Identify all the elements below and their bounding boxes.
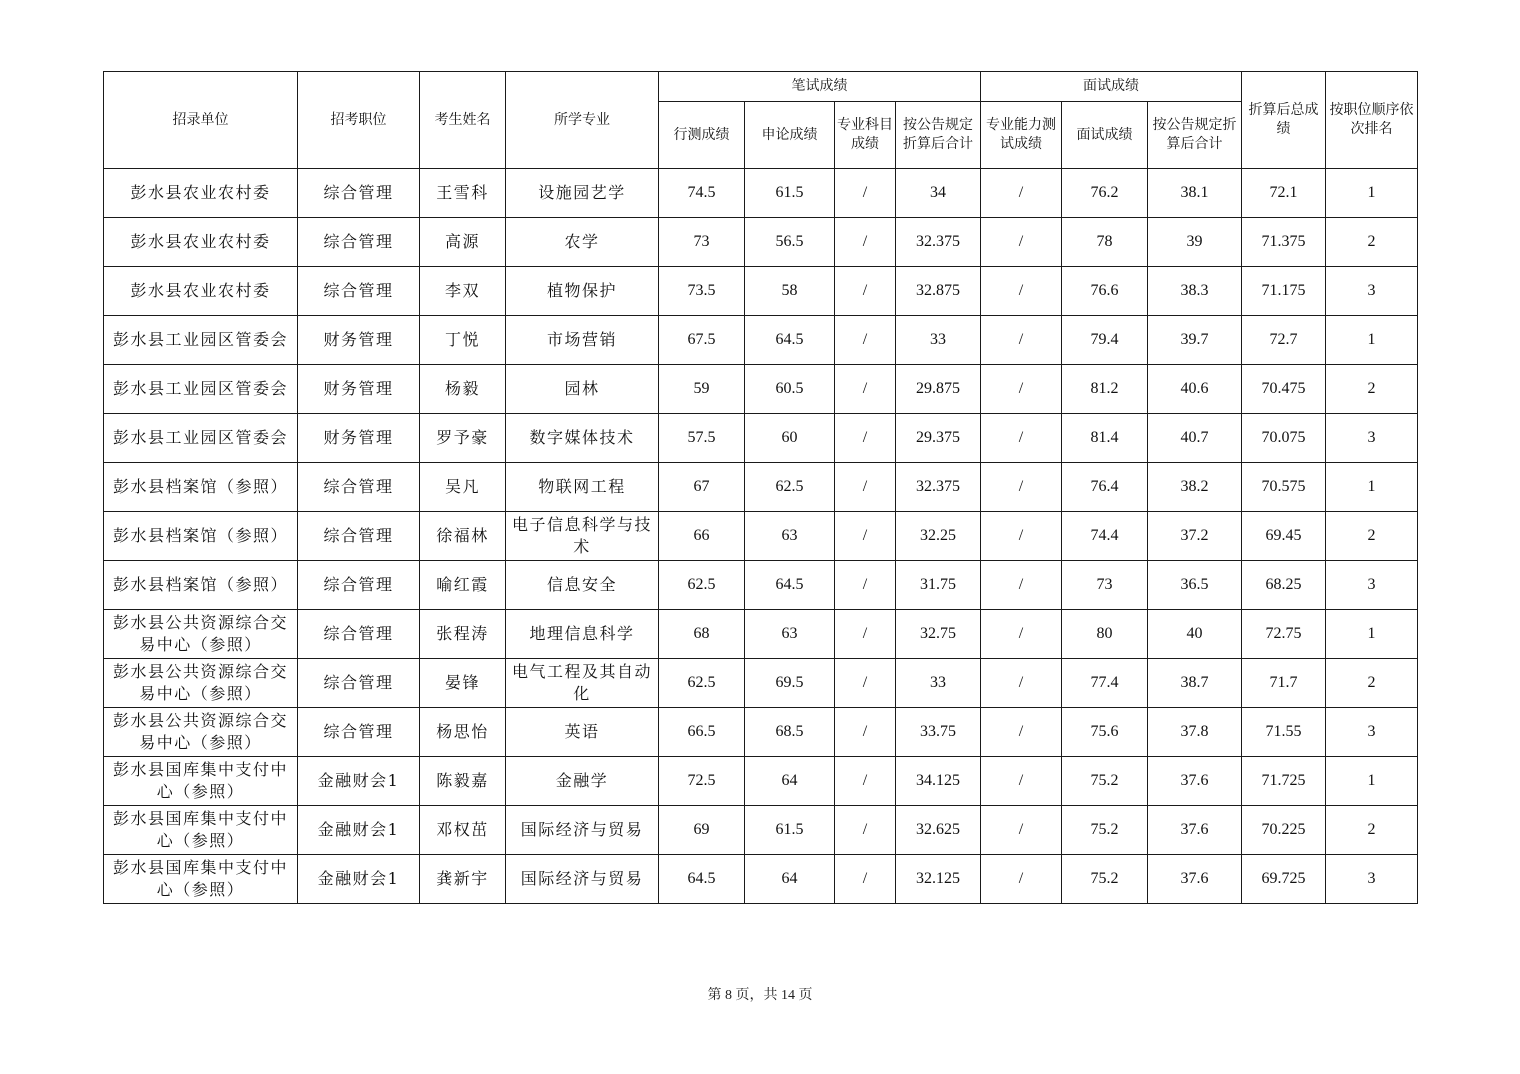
cell-unit: 彭水县工业园区管委会 [104, 365, 298, 414]
cell-interview: 78 [1062, 218, 1148, 267]
cell-ability: / [981, 757, 1062, 806]
cell-major: 英语 [506, 708, 659, 757]
cell-rank: 3 [1326, 708, 1418, 757]
cell-unit: 彭水县公共资源综合交易中心（参照） [104, 659, 298, 708]
cell-interview-total: 37.6 [1148, 806, 1242, 855]
cell-position: 综合管理 [298, 512, 420, 561]
cell-ability: / [981, 561, 1062, 610]
cell-shenlun: 63 [745, 610, 835, 659]
cell-shenlun: 62.5 [745, 463, 835, 512]
cell-rank: 1 [1326, 463, 1418, 512]
cell-major: 电子信息科学与技术 [506, 512, 659, 561]
cell-name: 吴凡 [420, 463, 506, 512]
cell-xingce: 66.5 [659, 708, 745, 757]
cell-position: 金融财会1 [298, 855, 420, 904]
cell-interview-total: 40.6 [1148, 365, 1242, 414]
cell-written-total: 29.375 [896, 414, 981, 463]
cell-ability: / [981, 414, 1062, 463]
cell-name: 张程涛 [420, 610, 506, 659]
cell-written-total: 32.625 [896, 806, 981, 855]
cell-written-total: 33.75 [896, 708, 981, 757]
cell-written-total: 33 [896, 659, 981, 708]
cell-final-total: 71.7 [1242, 659, 1326, 708]
header-shenlun: 申论成绩 [745, 102, 835, 169]
table-row [104, 610, 1418, 659]
cell-shenlun: 61.5 [745, 169, 835, 218]
cell-major: 电气工程及其自动化 [506, 659, 659, 708]
cell-interview: 76.4 [1062, 463, 1148, 512]
cell-ability: / [981, 463, 1062, 512]
cell-major: 市场营销 [506, 316, 659, 365]
cell-major: 农学 [506, 218, 659, 267]
cell-rank: 2 [1326, 218, 1418, 267]
cell-final-total: 70.225 [1242, 806, 1326, 855]
cell-interview: 75.2 [1062, 855, 1148, 904]
score-table-container [103, 71, 1417, 904]
cell-xingce: 68 [659, 610, 745, 659]
cell-interview: 75.2 [1062, 806, 1148, 855]
cell-unit: 彭水县农业农村委 [104, 169, 298, 218]
cell-name: 徐福林 [420, 512, 506, 561]
cell-interview-total: 37.2 [1148, 512, 1242, 561]
table-row [104, 757, 1418, 806]
cell-interview: 76.2 [1062, 169, 1148, 218]
cell-position: 综合管理 [298, 169, 420, 218]
cell-unit: 彭水县农业农村委 [104, 218, 298, 267]
cell-interview-total: 37.6 [1148, 757, 1242, 806]
cell-unit: 彭水县工业园区管委会 [104, 316, 298, 365]
table-row [104, 561, 1418, 610]
cell-position: 金融财会1 [298, 757, 420, 806]
header-written-total: 按公告规定折算后合计 [896, 102, 981, 169]
cell-final-total: 72.7 [1242, 316, 1326, 365]
cell-xingce: 59 [659, 365, 745, 414]
cell-unit: 彭水县工业园区管委会 [104, 414, 298, 463]
cell-shenlun: 56.5 [745, 218, 835, 267]
cell-name: 罗予豪 [420, 414, 506, 463]
table-row [104, 659, 1418, 708]
cell-written-total: 34 [896, 169, 981, 218]
cell-interview-total: 37.6 [1148, 855, 1242, 904]
cell-name: 晏锋 [420, 659, 506, 708]
cell-unit: 彭水县公共资源综合交易中心（参照） [104, 610, 298, 659]
cell-major: 国际经济与贸易 [506, 855, 659, 904]
cell-final-total: 69.725 [1242, 855, 1326, 904]
cell-position: 综合管理 [298, 610, 420, 659]
cell-shenlun: 61.5 [745, 806, 835, 855]
cell-position: 金融财会1 [298, 806, 420, 855]
cell-xingce: 64.5 [659, 855, 745, 904]
table-row [104, 218, 1418, 267]
cell-shenlun: 63 [745, 512, 835, 561]
cell-name: 杨毅 [420, 365, 506, 414]
cell-position: 综合管理 [298, 463, 420, 512]
cell-subject: / [835, 414, 896, 463]
cell-final-total: 70.475 [1242, 365, 1326, 414]
header-row-top [104, 72, 1418, 102]
cell-subject: / [835, 218, 896, 267]
cell-ability: / [981, 267, 1062, 316]
cell-name: 李双 [420, 267, 506, 316]
cell-subject: / [835, 316, 896, 365]
cell-subject: / [835, 806, 896, 855]
header-written-group: 笔试成绩 [659, 72, 981, 102]
table-row [104, 708, 1418, 757]
table-row [104, 365, 1418, 414]
cell-ability: / [981, 365, 1062, 414]
cell-interview: 77.4 [1062, 659, 1148, 708]
cell-unit: 彭水县档案馆（参照） [104, 512, 298, 561]
cell-rank: 1 [1326, 610, 1418, 659]
cell-interview: 75.6 [1062, 708, 1148, 757]
header-interview-total: 按公告规定折算后合计 [1148, 102, 1242, 169]
cell-xingce: 57.5 [659, 414, 745, 463]
table-row [104, 512, 1418, 561]
cell-ability: / [981, 218, 1062, 267]
cell-rank: 3 [1326, 561, 1418, 610]
cell-subject: / [835, 659, 896, 708]
cell-rank: 3 [1326, 855, 1418, 904]
cell-ability: / [981, 512, 1062, 561]
cell-xingce: 73 [659, 218, 745, 267]
cell-interview: 74.4 [1062, 512, 1148, 561]
cell-rank: 1 [1326, 169, 1418, 218]
table-row [104, 267, 1418, 316]
table-row [104, 169, 1418, 218]
cell-ability: / [981, 806, 1062, 855]
cell-final-total: 71.175 [1242, 267, 1326, 316]
header-rank: 按职位顺序依次排名 [1326, 72, 1418, 169]
cell-name: 丁悦 [420, 316, 506, 365]
cell-ability: / [981, 855, 1062, 904]
cell-rank: 3 [1326, 267, 1418, 316]
cell-subject: / [835, 757, 896, 806]
cell-final-total: 70.075 [1242, 414, 1326, 463]
cell-position: 财务管理 [298, 365, 420, 414]
cell-position: 综合管理 [298, 561, 420, 610]
cell-major: 园林 [506, 365, 659, 414]
cell-name: 陈毅嘉 [420, 757, 506, 806]
cell-interview-total: 37.8 [1148, 708, 1242, 757]
cell-final-total: 69.45 [1242, 512, 1326, 561]
cell-subject: / [835, 267, 896, 316]
cell-written-total: 29.875 [896, 365, 981, 414]
cell-written-total: 33 [896, 316, 981, 365]
cell-ability: / [981, 169, 1062, 218]
cell-major: 设施园艺学 [506, 169, 659, 218]
cell-position: 财务管理 [298, 316, 420, 365]
cell-position: 财务管理 [298, 414, 420, 463]
cell-final-total: 71.375 [1242, 218, 1326, 267]
cell-xingce: 62.5 [659, 561, 745, 610]
cell-xingce: 73.5 [659, 267, 745, 316]
cell-subject: / [835, 512, 896, 561]
cell-xingce: 62.5 [659, 659, 745, 708]
cell-subject: / [835, 463, 896, 512]
cell-xingce: 72.5 [659, 757, 745, 806]
cell-name: 喻红霞 [420, 561, 506, 610]
cell-ability: / [981, 659, 1062, 708]
cell-shenlun: 68.5 [745, 708, 835, 757]
cell-shenlun: 60 [745, 414, 835, 463]
cell-name: 高源 [420, 218, 506, 267]
cell-position: 综合管理 [298, 218, 420, 267]
cell-shenlun: 64.5 [745, 316, 835, 365]
cell-position: 综合管理 [298, 708, 420, 757]
header-interview-group: 面试成绩 [981, 72, 1242, 102]
cell-unit: 彭水县农业农村委 [104, 267, 298, 316]
cell-subject: / [835, 708, 896, 757]
cell-ability: / [981, 316, 1062, 365]
header-position: 招考职位 [298, 72, 420, 169]
cell-xingce: 74.5 [659, 169, 745, 218]
cell-final-total: 72.75 [1242, 610, 1326, 659]
cell-position: 综合管理 [298, 659, 420, 708]
cell-ability: / [981, 610, 1062, 659]
header-major: 所学专业 [506, 72, 659, 169]
table-row [104, 316, 1418, 365]
cell-written-total: 34.125 [896, 757, 981, 806]
cell-ability: / [981, 708, 1062, 757]
cell-subject: / [835, 561, 896, 610]
cell-interview-total: 40 [1148, 610, 1242, 659]
cell-written-total: 32.125 [896, 855, 981, 904]
cell-rank: 1 [1326, 316, 1418, 365]
header-name: 考生姓名 [420, 72, 506, 169]
cell-xingce: 66 [659, 512, 745, 561]
cell-subject: / [835, 855, 896, 904]
cell-xingce: 67.5 [659, 316, 745, 365]
cell-final-total: 70.575 [1242, 463, 1326, 512]
cell-interview: 80 [1062, 610, 1148, 659]
cell-final-total: 68.25 [1242, 561, 1326, 610]
cell-rank: 2 [1326, 806, 1418, 855]
header-ability: 专业能力测试成绩 [981, 102, 1062, 169]
cell-major: 国际经济与贸易 [506, 806, 659, 855]
cell-rank: 3 [1326, 414, 1418, 463]
cell-interview: 79.4 [1062, 316, 1148, 365]
cell-shenlun: 64 [745, 855, 835, 904]
cell-final-total: 71.55 [1242, 708, 1326, 757]
cell-written-total: 32.875 [896, 267, 981, 316]
score-table-body [104, 169, 1418, 904]
header-final-total: 折算后总成绩 [1242, 72, 1326, 169]
cell-written-total: 32.375 [896, 218, 981, 267]
cell-interview: 81.2 [1062, 365, 1148, 414]
score-table [103, 71, 1418, 904]
cell-major: 地理信息科学 [506, 610, 659, 659]
cell-interview: 76.6 [1062, 267, 1148, 316]
cell-major: 信息安全 [506, 561, 659, 610]
table-row [104, 855, 1418, 904]
cell-position: 综合管理 [298, 267, 420, 316]
table-row [104, 414, 1418, 463]
cell-major: 金融学 [506, 757, 659, 806]
cell-unit: 彭水县国库集中支付中心（参照） [104, 757, 298, 806]
header-subject: 专业科目成绩 [835, 102, 896, 169]
cell-rank: 2 [1326, 659, 1418, 708]
cell-written-total: 32.375 [896, 463, 981, 512]
cell-unit: 彭水县档案馆（参照） [104, 463, 298, 512]
cell-name: 龚新宇 [420, 855, 506, 904]
cell-name: 杨思怡 [420, 708, 506, 757]
table-row [104, 463, 1418, 512]
cell-final-total: 71.725 [1242, 757, 1326, 806]
cell-xingce: 69 [659, 806, 745, 855]
cell-written-total: 32.75 [896, 610, 981, 659]
cell-shenlun: 60.5 [745, 365, 835, 414]
cell-rank: 2 [1326, 365, 1418, 414]
cell-unit: 彭水县档案馆（参照） [104, 561, 298, 610]
table-row [104, 806, 1418, 855]
cell-shenlun: 64 [745, 757, 835, 806]
page-number: 第 8 页，共 14 页 [707, 988, 813, 1003]
cell-shenlun: 64.5 [745, 561, 835, 610]
header-xingce: 行测成绩 [659, 102, 745, 169]
cell-unit: 彭水县国库集中支付中心（参照） [104, 806, 298, 855]
cell-shenlun: 58 [745, 267, 835, 316]
cell-interview-total: 38.2 [1148, 463, 1242, 512]
cell-written-total: 32.25 [896, 512, 981, 561]
cell-interview-total: 38.7 [1148, 659, 1242, 708]
cell-interview-total: 39 [1148, 218, 1242, 267]
cell-unit: 彭水县国库集中支付中心（参照） [104, 855, 298, 904]
cell-interview: 81.4 [1062, 414, 1148, 463]
cell-interview-total: 40.7 [1148, 414, 1242, 463]
cell-name: 王雪科 [420, 169, 506, 218]
cell-interview-total: 38.3 [1148, 267, 1242, 316]
cell-written-total: 31.75 [896, 561, 981, 610]
cell-xingce: 67 [659, 463, 745, 512]
cell-name: 邓权茁 [420, 806, 506, 855]
cell-subject: / [835, 365, 896, 414]
cell-subject: / [835, 169, 896, 218]
cell-major: 物联网工程 [506, 463, 659, 512]
cell-interview: 75.2 [1062, 757, 1148, 806]
cell-major: 数字媒体技术 [506, 414, 659, 463]
cell-unit: 彭水县公共资源综合交易中心（参照） [104, 708, 298, 757]
cell-shenlun: 69.5 [745, 659, 835, 708]
cell-rank: 1 [1326, 757, 1418, 806]
cell-interview: 73 [1062, 561, 1148, 610]
header-interview: 面试成绩 [1062, 102, 1148, 169]
cell-interview-total: 36.5 [1148, 561, 1242, 610]
cell-final-total: 72.1 [1242, 169, 1326, 218]
cell-major: 植物保护 [506, 267, 659, 316]
cell-rank: 2 [1326, 512, 1418, 561]
cell-subject: / [835, 610, 896, 659]
header-unit: 招录单位 [104, 72, 298, 169]
cell-interview-total: 39.7 [1148, 316, 1242, 365]
cell-interview-total: 38.1 [1148, 169, 1242, 218]
